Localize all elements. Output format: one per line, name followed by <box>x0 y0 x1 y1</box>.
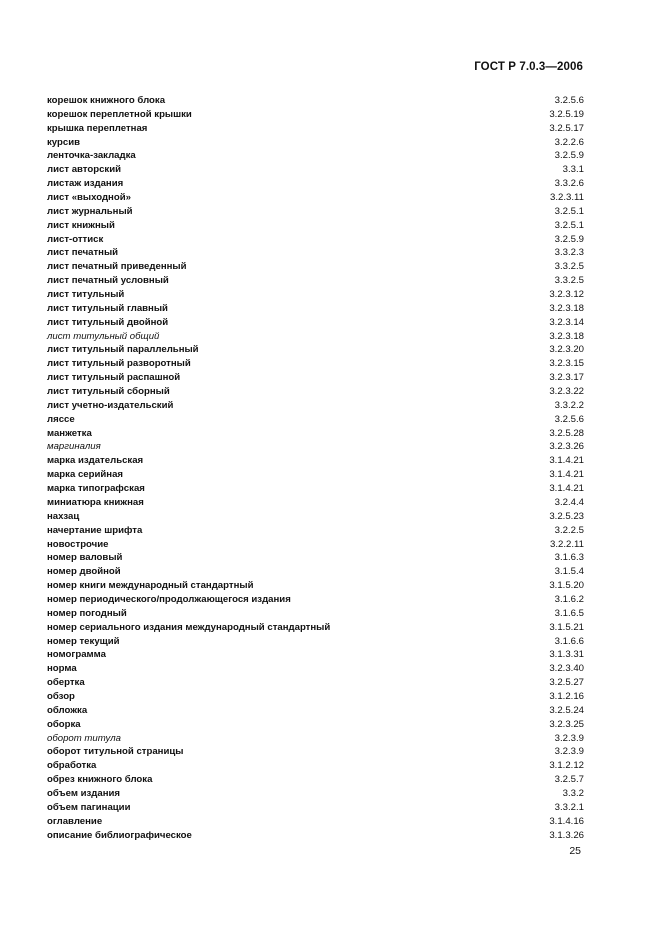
index-term: номер сериального издания международный стандартный <box>47 621 331 633</box>
index-section-ref: 3.1.2.16 <box>549 690 584 702</box>
index-section-ref: 3.1.6.5 <box>554 607 584 619</box>
index-entry <box>47 316 584 330</box>
index-term: курсив <box>47 136 81 148</box>
index-entry <box>47 496 584 510</box>
index-term: нахзац <box>47 510 80 522</box>
index-term: обработка <box>47 760 97 772</box>
index-section-ref: 3.3.2.5 <box>554 261 584 273</box>
index-section-ref: 3.1.4.16 <box>549 815 584 827</box>
index-section-ref: 3.2.5.6 <box>554 95 584 106</box>
index-entry <box>47 233 584 247</box>
index-entry <box>47 302 584 316</box>
index-entry <box>47 274 584 288</box>
index-entry <box>47 260 584 274</box>
index-term: миниатюра книжная <box>47 496 144 508</box>
index-term: марка серийная <box>47 469 124 481</box>
index-entry <box>47 829 584 843</box>
index-entry <box>47 759 584 773</box>
index-section-ref: 3.2.5.28 <box>549 427 584 439</box>
index-section-ref: 3.2.3.11 <box>550 192 584 204</box>
index-entry <box>47 482 584 496</box>
index-section-ref: 3.2.5.7 <box>554 774 584 786</box>
index-entry <box>47 122 584 136</box>
index-section-ref: 3.1.3.26 <box>549 829 584 841</box>
index-entry <box>47 343 584 357</box>
index-term: объем издания <box>47 787 121 799</box>
index-term: маргиналия <box>47 441 101 453</box>
index-entry <box>47 219 584 233</box>
index-term: объем пагинации <box>47 801 131 813</box>
index-term: лист печатный <box>47 247 119 259</box>
index-term: ляссе <box>47 413 75 425</box>
index-entry <box>47 191 584 205</box>
index-term: лист журнальный <box>47 205 133 217</box>
index-section-ref: 3.2.3.26 <box>549 441 584 453</box>
index-term: лист титульный общий <box>47 330 160 342</box>
index-term: номер двойной <box>47 566 121 578</box>
index-entry <box>47 538 584 552</box>
index-term: обзор <box>47 690 75 702</box>
index-section-ref: 3.2.3.18 <box>549 302 584 314</box>
index-section-ref: 3.2.3.15 <box>549 358 584 370</box>
index-term: ленточка-закладка <box>47 150 136 162</box>
index-section-ref: 3.1.5.4 <box>554 566 584 578</box>
index-entry <box>47 330 584 344</box>
index-entry <box>47 607 584 621</box>
index-entry <box>47 468 584 482</box>
index-entry <box>47 648 584 662</box>
index-entry <box>47 413 584 427</box>
index-term: номер книги международный стандартный <box>47 580 254 592</box>
index-section-ref: 3.3.1 <box>562 164 584 176</box>
index-section-ref: 3.2.2.5 <box>554 524 584 536</box>
index-term: оборот титульной страницы <box>47 746 184 758</box>
index-term: обрез книжного блока <box>47 774 153 786</box>
index-entry <box>47 745 584 759</box>
index-term: лист титульный распашной <box>47 372 181 384</box>
index-term: лист титульный двойной <box>47 316 169 328</box>
index-term: номер периодического/продолжающегося издания <box>47 593 291 605</box>
term-index-list <box>47 94 584 842</box>
index-term: обложка <box>47 704 88 716</box>
index-term: номер валовый <box>47 552 123 564</box>
index-term: описание библиографическое <box>47 829 192 841</box>
index-term: норма <box>47 663 77 675</box>
index-section-ref: 3.3.2 <box>562 787 584 799</box>
index-term: лист книжный <box>47 219 115 231</box>
index-entry <box>47 579 584 593</box>
index-entry <box>47 801 584 815</box>
index-section-ref: 3.2.5.23 <box>549 510 584 522</box>
index-section-ref: 3.3.2.2 <box>554 399 584 411</box>
index-section-ref: 3.2.5.1 <box>554 205 584 217</box>
index-section-ref: 3.2.3.12 <box>549 289 584 301</box>
index-section-ref: 3.2.3.9 <box>554 746 584 758</box>
page-number: 25 <box>569 845 581 857</box>
index-section-ref: 3.2.3.25 <box>549 718 584 730</box>
index-section-ref: 3.2.2.6 <box>554 136 584 148</box>
index-section-ref: 3.2.5.9 <box>554 150 584 162</box>
index-entry <box>47 524 584 538</box>
index-term: лист печатный приведенный <box>47 261 187 273</box>
index-term: корешок книжного блока <box>47 95 166 106</box>
index-section-ref: 3.2.4.4 <box>554 496 584 508</box>
index-term: оборка <box>47 718 81 730</box>
index-entry <box>47 177 584 191</box>
index-section-ref: 3.2.3.18 <box>549 330 584 342</box>
index-entry <box>47 551 584 565</box>
index-section-ref: 3.3.2.1 <box>554 801 584 813</box>
index-term: манжетка <box>47 427 92 439</box>
index-entry <box>47 427 584 441</box>
index-term: номограмма <box>47 649 106 661</box>
index-section-ref: 3.3.2.5 <box>554 275 584 287</box>
index-section-ref: 3.1.3.31 <box>549 649 584 661</box>
index-section-ref: 3.1.6.6 <box>554 635 584 647</box>
document-header: ГОСТ Р 7.0.3—2006 <box>474 61 583 73</box>
index-entry <box>47 593 584 607</box>
index-term: лист печатный условный <box>47 275 169 287</box>
index-section-ref: 3.1.2.12 <box>549 760 584 772</box>
index-term: листаж издания <box>47 178 124 190</box>
index-section-ref: 3.1.6.2 <box>554 593 584 605</box>
index-entry <box>47 385 584 399</box>
index-section-ref: 3.2.3.14 <box>549 316 584 328</box>
index-section-ref: 3.3.2.6 <box>554 178 584 190</box>
index-entry <box>47 357 584 371</box>
index-entry <box>47 108 584 122</box>
index-term: оборот титула <box>47 732 121 744</box>
index-section-ref: 3.2.5.17 <box>549 122 584 134</box>
index-term: марка типографская <box>47 483 145 495</box>
index-section-ref: 3.2.3.17 <box>549 372 584 384</box>
index-section-ref: 3.1.4.21 <box>549 455 584 467</box>
index-section-ref: 3.2.5.9 <box>554 233 584 245</box>
index-term: лист титульный главный <box>47 302 168 314</box>
index-entry <box>47 454 584 468</box>
index-entry <box>47 773 584 787</box>
index-entry <box>47 718 584 732</box>
index-section-ref: 3.2.5.1 <box>554 219 584 231</box>
index-section-ref: 3.2.2.11 <box>550 538 584 550</box>
index-entry <box>47 565 584 579</box>
index-section-ref: 3.3.2.3 <box>554 247 584 259</box>
index-entry <box>47 149 584 163</box>
index-term: обертка <box>47 677 85 689</box>
index-entry <box>47 676 584 690</box>
index-entry <box>47 732 584 746</box>
index-entry <box>47 787 584 801</box>
index-section-ref: 3.1.6.3 <box>554 552 584 564</box>
index-section-ref: 3.1.5.21 <box>549 621 584 633</box>
index-term: крышка переплетная <box>47 122 148 134</box>
index-term: лист «выходной» <box>47 192 131 204</box>
index-term: оглавление <box>47 815 103 827</box>
index-entry <box>47 704 584 718</box>
index-section-ref: 3.2.5.24 <box>549 704 584 716</box>
index-term: лист титульный <box>47 289 125 301</box>
index-entry <box>47 815 584 829</box>
index-term: корешок переплетной крышки <box>47 108 192 120</box>
index-term: лист учетно-издательский <box>47 399 174 411</box>
index-term: лист титульный разворотный <box>47 358 191 370</box>
index-entry <box>47 205 584 219</box>
index-term: лист-оттиск <box>47 233 104 245</box>
index-entry <box>47 399 584 413</box>
index-section-ref: 3.2.5.6 <box>554 413 584 425</box>
index-term: лист авторский <box>47 164 122 176</box>
index-entry <box>47 662 584 676</box>
index-section-ref: 3.2.3.40 <box>549 663 584 675</box>
index-term: новострочие <box>47 538 109 550</box>
index-section-ref: 3.2.3.22 <box>549 386 584 398</box>
index-section-ref: 3.2.5.27 <box>549 677 584 689</box>
index-term: лист титульный сборный <box>47 386 170 398</box>
index-section-ref: 3.2.5.19 <box>549 108 584 120</box>
index-entry <box>47 690 584 704</box>
index-term: номер погодный <box>47 607 127 619</box>
index-entry <box>47 246 584 260</box>
index-entry <box>47 94 584 108</box>
index-term: начертание шрифта <box>47 524 143 536</box>
index-section-ref: 3.2.3.9 <box>554 732 584 744</box>
index-entry <box>47 163 584 177</box>
index-section-ref: 3.1.4.21 <box>549 469 584 481</box>
index-entry <box>47 136 584 150</box>
index-entry <box>47 371 584 385</box>
index-section-ref: 3.1.5.20 <box>549 580 584 592</box>
index-entry <box>47 440 584 454</box>
index-term: лист титульный параллельный <box>47 344 199 356</box>
index-entry <box>47 288 584 302</box>
index-section-ref: 3.2.3.20 <box>549 344 584 356</box>
index-entry <box>47 635 584 649</box>
index-entry <box>47 510 584 524</box>
index-entry <box>47 621 584 635</box>
index-term: номер текущий <box>47 635 120 647</box>
index-term: марка издательская <box>47 455 144 467</box>
index-section-ref: 3.1.4.21 <box>549 483 584 495</box>
